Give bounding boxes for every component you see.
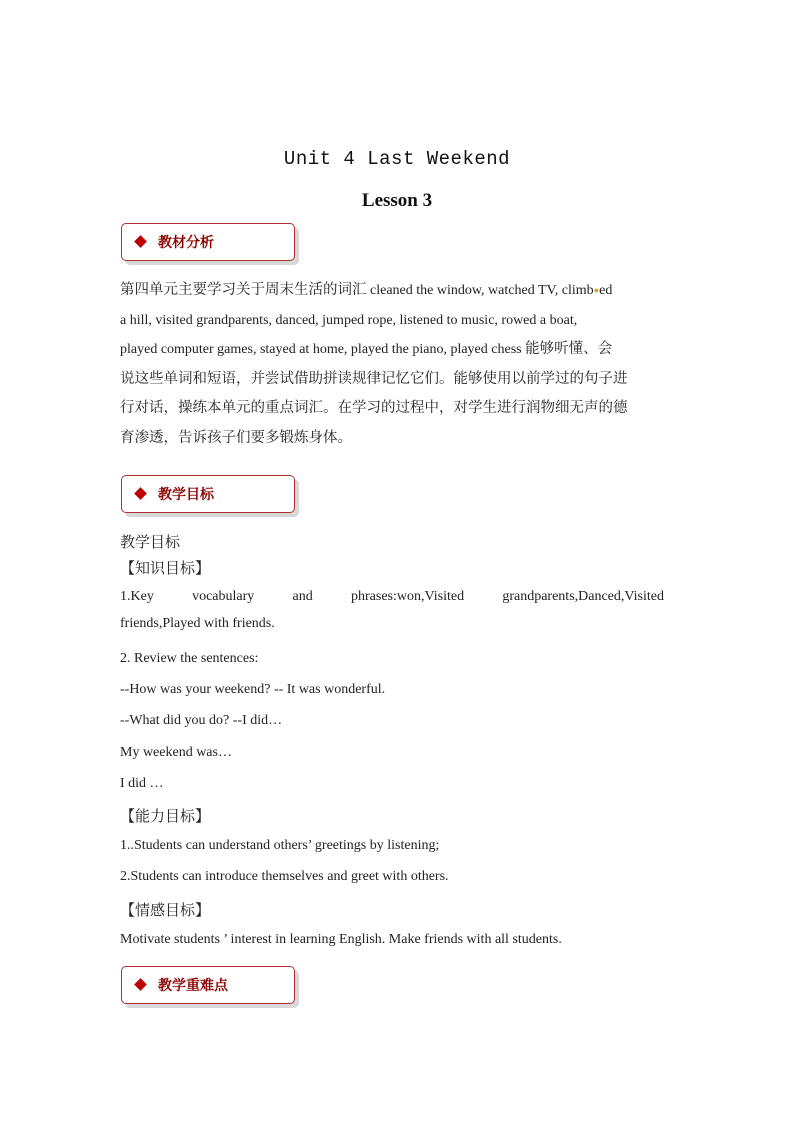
section-label: 教学重难点 [158, 978, 228, 994]
knowledge-item-4: --What did you do? --I did… [120, 713, 283, 728]
analysis-text: 第四单元主要学习关于周末生活的词汇 [120, 282, 367, 299]
analysis-text: played computer games, stayed at home, played the piano, played chess [120, 342, 526, 358]
knowledge-item-5: My weekend was… [120, 745, 232, 760]
section-label: 教学目标 [158, 487, 214, 503]
ability-heading: 【能力目标】 [120, 807, 211, 825]
analysis-text: cleaned the window, watched TV, climb [366, 283, 594, 299]
dot-mark: ● [593, 285, 600, 295]
knowledge-item-1-cont: friends,Played with friends. [120, 616, 275, 631]
knowledge-heading: 【知识目标】 [120, 559, 211, 577]
knowledge-item-3: --How was your weekend? -- It was wonderful. [120, 682, 386, 697]
word: phrases:won,Visited [351, 589, 465, 604]
word: grandparents,Danced,Visited [502, 589, 664, 604]
page-subtitle: Lesson 3 [361, 190, 433, 211]
analysis-text: ed [599, 283, 613, 299]
analysis-text: 说这些单词和短语，并尝试借助拼读规律记忆它们。能够使用以前学过的句子进 [120, 370, 628, 387]
analysis-text: 育渗透，告诉孩子们要多锻炼身体。 [120, 429, 352, 446]
word: vocabulary [192, 589, 255, 604]
diamond-icon [134, 487, 147, 500]
knowledge-item-6: I did … [120, 776, 164, 791]
knowledge-item-2: 2. Review the sentences: [120, 651, 259, 666]
ability-item-1: 1..Students can understand others’ greetings by listening; [120, 838, 440, 853]
emotion-item-1: Motivate students ’ interest in learning English. Make friends with all students. [120, 932, 562, 947]
section-header-key-points [121, 966, 295, 1004]
word: and [292, 589, 313, 604]
emotion-heading: 【情感目标】 [120, 901, 211, 919]
page-title: Unit 4 Last Weekend [283, 148, 511, 170]
objectives-heading: 教学目标 [120, 533, 181, 551]
analysis-text: 能够听懂、会 [525, 341, 613, 358]
section-header-analysis [121, 223, 295, 261]
diamond-icon [134, 978, 147, 991]
section-header-objectives [121, 475, 295, 513]
analysis-text: 行对话，操练本单元的重点词汇。在学习的过程中，对学生进行润物细无声的德 [120, 400, 628, 417]
diamond-icon [134, 235, 147, 248]
analysis-paragraph [120, 276, 676, 453]
knowledge-item-1 [120, 589, 680, 605]
analysis-text: a hill, visited grandparents, danced, jumped rope, listened to music, rowed a boat, [120, 312, 578, 328]
section-label: 教材分析 [158, 235, 214, 251]
ability-item-2: 2.Students can introduce themselves and greet with others. [120, 869, 449, 884]
word: 1.Key [120, 589, 154, 604]
